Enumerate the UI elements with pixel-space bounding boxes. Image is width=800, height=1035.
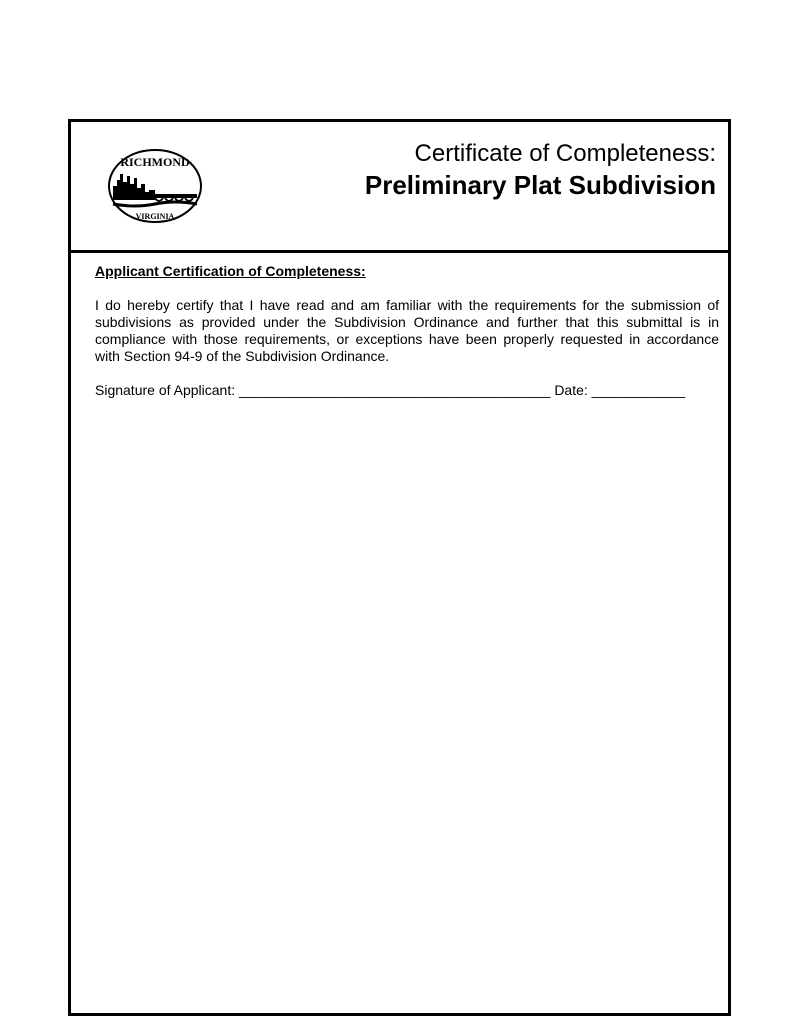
richmond-virginia-logo — [105, 146, 205, 226]
svg-text:VIRGINIA: VIRGINIA — [135, 212, 175, 221]
title-block — [365, 140, 716, 200]
section-heading: Applicant Certification of Completeness: — [95, 263, 366, 279]
certification-section — [95, 263, 719, 399]
page-title-line-1: Certificate of Completeness: — [414, 140, 716, 167]
certification-paragraph: I do hereby certify that I have read and am familiar with the requirements for the submission of subdivisions as provided under the Subdivision Ordinance and further that this submittal is in compliance with those requirements, or exceptions have been properly requested in accordance with Section 94-9 of the Subdivision Ordinance. — [95, 297, 719, 364]
form-frame — [68, 119, 731, 1016]
signature-line[interactable]: Signature of Applicant: ________________________________________ Date: ____________ — [95, 382, 686, 398]
page-title-line-2: Preliminary Plat Subdivision — [364, 170, 716, 200]
svg-text:RICHMOND: RICHMOND — [120, 155, 190, 169]
form-header — [71, 122, 728, 253]
